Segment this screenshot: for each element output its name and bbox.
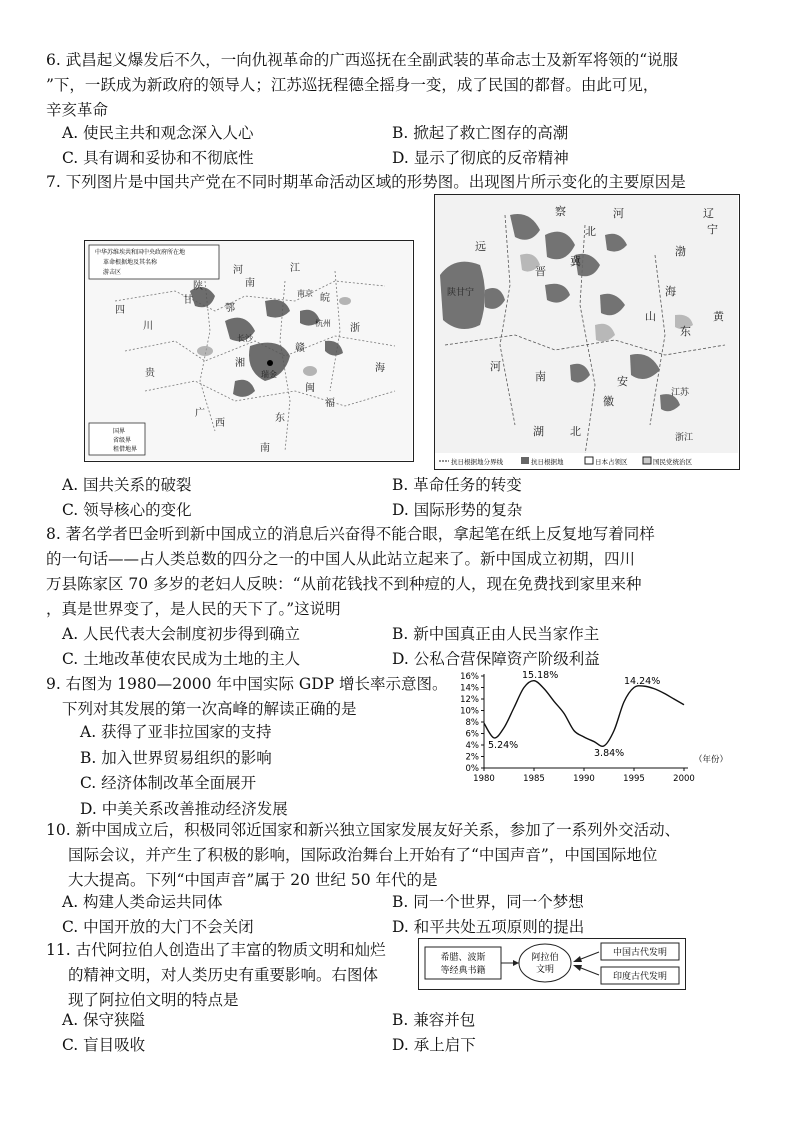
map-left-label: 海 (375, 363, 385, 374)
india-inventions-label: 印度古代发明 (612, 972, 668, 982)
q11-option-c[interactable]: C. 盲目吸收 (62, 1036, 146, 1054)
map-left-label: 杭州 (315, 319, 331, 328)
map-left-label: 浙 (350, 323, 360, 334)
question-11-line-3: 现了阿拉伯文明的特点是 (68, 991, 239, 1009)
map-left-label: 陕 (193, 281, 203, 292)
map-right-label: 湖 (533, 425, 544, 438)
map-left-label: 四 (115, 305, 125, 316)
question-10-line-1: 10. 新中国成立后，积极同邻近国家和新兴独立国家发展友好关系，参加了一系列外交活动、 (46, 821, 681, 839)
annotation-3-84: 3.84% (594, 748, 625, 759)
map-left-label: 南 (260, 443, 270, 454)
question-6-line-1: 6. 武昌起义爆发后不久，一向仇视革命的广西巡抚在全副武装的革命志士及新军将领的“说服 (46, 51, 679, 69)
map-right-label: 河 (490, 360, 501, 373)
q8-option-b[interactable]: B. 新中国真正由人民当家作主 (392, 625, 600, 643)
map-left-label: 瑞金 (261, 370, 277, 379)
gdp-chart (448, 666, 738, 784)
map-left (84, 240, 414, 462)
map-right-label: 东 (680, 325, 691, 338)
question-11-line-2: 的精神文明，对人类历史有重要影响。右图体 (68, 966, 379, 984)
x-tick-label: 2000 (673, 774, 695, 784)
q9-option-a[interactable]: A. 获得了亚非拉国家的支持 (80, 723, 272, 741)
map-right-legend-1: 抗日根据地分界线 (451, 458, 503, 466)
map-left-label: 川 (143, 321, 153, 332)
map-left-label: 江 (290, 263, 300, 274)
map-right-label: 晋 (535, 265, 546, 278)
map-left-label: 赣 (295, 343, 305, 354)
question-6-line-2: ”下，一跃成为新政府的领导人；江苏巡抚程德全摇身一变，成了民国的都督。由此可见， (46, 76, 659, 94)
question-11 (46, 938, 426, 1013)
map-right-legend-3: 日本占领区 (595, 458, 628, 466)
question-8-line-1: 8. 著名学者巴金听到新中国成立的消息后兴奋得不能合眼，拿起笔在纸上反复地写着同样 (46, 525, 655, 543)
q8-option-a[interactable]: A. 人民代表大会制度初步得到确立 (62, 625, 301, 643)
question-9-line-2: 下列对其发展的第一次高峰的解读正确的是 (62, 700, 357, 718)
map-left-label: 南 (245, 278, 255, 289)
q6-option-b[interactable]: B. 掀起了救亡图存的高潮 (392, 124, 569, 142)
q11-option-b[interactable]: B. 兼容并包 (392, 1011, 476, 1029)
map-right-label: 渤 (675, 245, 686, 258)
question-8-line-3: 万县陈家区 70 多岁的老妇人反映：“从前花钱找不到种痘的人，现在免费找到家里来种 (46, 575, 642, 593)
map-right-label: 山 (645, 310, 656, 323)
q11-option-d[interactable]: D. 承上启下 (392, 1036, 476, 1054)
gdp-series-line (484, 681, 684, 747)
map-left-label: 南京 (297, 289, 313, 298)
annotation-5-24: 5.24% (488, 740, 519, 751)
y-tick-label: 10% (460, 706, 479, 717)
q9-option-d[interactable]: D. 中美关系改善推动经济发展 (80, 799, 288, 818)
q6-option-d[interactable]: D. 显示了彻底的反帝精神 (392, 149, 569, 167)
greek-persian-books-line-1: 希腊、波斯 (440, 953, 486, 963)
question-6-options (62, 121, 722, 171)
map-right-label: 北 (585, 225, 596, 238)
map-left-label: 湘 (235, 358, 245, 369)
question-11-line-1: 11. 古代阿拉伯人创造出了丰富的物质文明和灿烂 (46, 941, 386, 959)
map-left-legend-2: 革命根据地及其名称 (103, 259, 158, 266)
arab-civilization-diagram (418, 938, 686, 990)
map-left-label: 闽 (305, 383, 315, 394)
x-axis-label: （年份） (694, 755, 729, 765)
map-left-boundary-2: 省级界 (113, 437, 132, 444)
question-8-options (62, 622, 722, 672)
map-left-label: 福 (325, 398, 335, 409)
x-tick-label: 1980 (473, 774, 495, 784)
map-right-label: 冀 (570, 255, 581, 268)
question-8 (46, 522, 756, 622)
map-left-legend-3: 游击区 (103, 269, 122, 276)
y-tick-label: 0% (465, 764, 479, 774)
question-7-options (62, 473, 722, 523)
map-left-label: 东 (275, 413, 285, 424)
question-9-line-1: 9. 右图为 1980—2000 年中国实际 GDP 增长率示意图。 (46, 675, 448, 693)
map-left-boundary-3: 租借地界 (113, 446, 138, 453)
q10-option-d[interactable]: D. 和平共处五项原则的提出 (392, 918, 585, 936)
map-right-label: 安 (617, 375, 628, 388)
y-tick-label: 16% (460, 672, 479, 682)
question-9 (46, 672, 446, 722)
question-6 (46, 48, 756, 123)
q6-option-c[interactable]: C. 具有调和妥协和不彻底性 (62, 149, 254, 167)
map-right-label: 辽 (703, 207, 714, 220)
q7-option-d[interactable]: D. 国际形势的复杂 (392, 501, 523, 519)
q10-option-b[interactable]: B. 同一个世界，同一个梦想 (392, 893, 584, 911)
q8-option-d[interactable]: D. 公私合营保障资产阶级利益 (392, 650, 600, 668)
map-right-label: 河 (613, 207, 624, 220)
x-tick-label: 1995 (623, 774, 645, 784)
map-left-label: 鄂 (225, 303, 235, 314)
map-left-label: 贵 (145, 368, 155, 379)
question-6-line-3: 辛亥革命 (46, 101, 109, 119)
map-right-label: 黄 (713, 310, 724, 323)
q10-option-a[interactable]: A. 构建人类命运共同体 (62, 893, 223, 911)
question-8-line-4: ，真是世界变了，是人民的天下了。”这说明 (46, 600, 341, 618)
question-8-line-2: 的一句话——占人类总数的四分之一的中国人从此站立起来了。新中国成立初期，四川 (46, 550, 636, 568)
q11-option-a[interactable]: A. 保守狭隘 (62, 1011, 146, 1029)
map-right-legend-2: 抗日根据地 (531, 458, 564, 466)
map-right-label: 江苏 (671, 388, 690, 398)
q7-option-c[interactable]: C. 领导核心的变化 (62, 501, 192, 519)
question-10 (46, 818, 756, 893)
question-7-stem: 7. 下列图片是中国共产党在不同时期革命活动区域的形势图。出现图片所示变化的主要原因是 (46, 173, 686, 191)
map-left-legend-1: 中华苏维埃共和国中央政府所在地 (95, 249, 186, 256)
map-right-label: 宁 (707, 223, 718, 236)
map-left-boundary-1: 国界 (113, 428, 126, 435)
arab-civilization-node (519, 944, 571, 982)
map-right-label: 远 (475, 240, 486, 253)
question-10-line-2: 国际会议，并产生了积极的影响，国际政治舞台上开始有了“中国声音”，中国国际地位 (68, 846, 658, 864)
map-right-legend-4: 国民党统治区 (653, 458, 692, 466)
q8-option-c[interactable]: C. 土地改革使农民成为土地的主人 (62, 650, 301, 668)
question-9-options (80, 720, 288, 822)
arab-civilization-line-1: 阿拉伯 (531, 953, 559, 963)
annotation-15-18: 15.18% (522, 670, 559, 681)
x-tick-label: 1990 (573, 774, 595, 784)
map-right-label: 陕甘宁 (447, 288, 475, 298)
y-tick-label: 8% (465, 718, 479, 728)
map-left-label: 西 (215, 418, 225, 429)
q9-option-c[interactable]: C. 经济体制改革全面展开 (80, 774, 257, 792)
map-right-label: 北 (570, 425, 581, 438)
x-tick-label: 1985 (523, 774, 545, 784)
map-right-label: 察 (555, 205, 566, 218)
y-tick-label: 12% (460, 695, 479, 705)
y-tick-label: 14% (460, 683, 479, 694)
map-right-label: 南 (535, 370, 546, 383)
map-left-label: 甘 (183, 295, 193, 306)
map-right-label: 海 (665, 285, 676, 298)
q7-option-b[interactable]: B. 革命任务的转变 (392, 476, 522, 494)
map-right (434, 194, 740, 470)
y-tick-label: 6% (465, 729, 479, 740)
question-11-options (62, 1008, 722, 1058)
map-right-label: 浙江 (675, 433, 694, 443)
map-right-label: 徽 (603, 395, 614, 408)
question-7 (46, 170, 756, 195)
map-left-label: 皖 (320, 293, 330, 304)
map-left-label: 河 (233, 265, 243, 276)
q9-option-b[interactable]: B. 加入世界贸易组织的影响 (80, 748, 272, 767)
q6-option-a[interactable]: A. 使民主共和观念深入人心 (62, 124, 254, 142)
arab-civilization-line-2: 文明 (535, 965, 555, 975)
china-inventions-label: 中国古代发明 (612, 948, 668, 958)
greek-persian-books-line-2: 等经典书籍 (440, 966, 486, 976)
question-10-line-3: 大大提高。下列“中国声音”属于 20 世纪 50 年代的是 (68, 871, 438, 889)
y-tick-label: 4% (465, 741, 479, 751)
map-left-label: 广 (195, 408, 205, 419)
question-10-options (62, 890, 722, 940)
map-left-label: 长沙 (237, 334, 253, 343)
q10-option-c[interactable]: C. 中国开放的大门不会关闭 (62, 918, 254, 936)
y-tick-label: 2% (465, 752, 479, 763)
q7-option-a[interactable]: A. 国共关系的破裂 (62, 476, 192, 494)
annotation-14-24: 14.24% (624, 676, 661, 687)
